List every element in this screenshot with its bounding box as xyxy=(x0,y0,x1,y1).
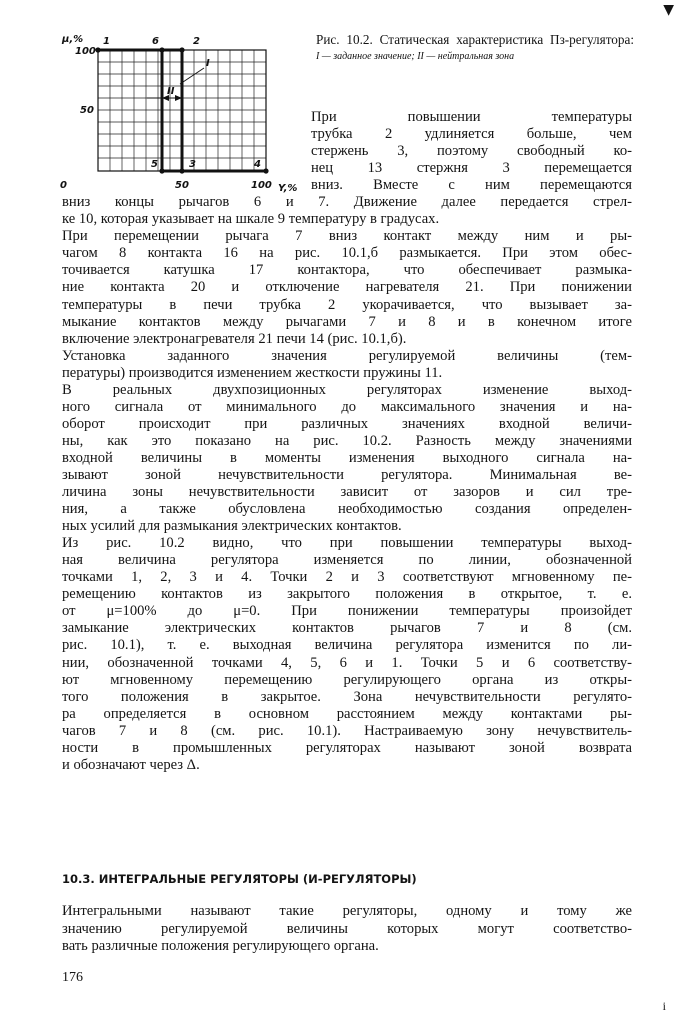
curve-label-i: I xyxy=(206,58,210,69)
point-1 xyxy=(95,47,100,52)
x-axis-label: Y,% xyxy=(278,183,298,194)
text-line: В реальных двухпозиционных регуляторах изменение выход- xyxy=(62,381,632,398)
x-tick-50: 50 xyxy=(175,180,189,191)
text-line: от μ=100% до μ=0. При понижении температуры произойдет xyxy=(62,603,632,620)
point-label-1: 1 xyxy=(103,36,110,47)
text-line: мыкание контактов между рычагами 7 и 8 и в конечном итоге xyxy=(62,313,632,330)
text-line: вниз. Вместе с ним перемещаются xyxy=(311,177,632,194)
text-line: личина зоны нечувствительности зависит от зазоров и сил тре- xyxy=(62,484,632,501)
text-line: нец 13 стержня 3 перемещается xyxy=(311,160,632,177)
caption-title: Рис. 10.2. Статическая характеристика Пз-регулятора: xyxy=(316,32,634,47)
curve-i-leader xyxy=(180,68,204,84)
text-line: замыкание электрических контактов рычагов 7 и 8 (см. xyxy=(62,620,632,637)
point-2 xyxy=(179,47,184,52)
point-label-2: 2 xyxy=(193,36,200,47)
curve-label-ii: II xyxy=(167,86,175,97)
text-line: того положения в закрытое. Зона нечувствительности регулято- xyxy=(62,688,632,705)
text-line: и обозначают через Δ. xyxy=(62,756,200,773)
text-line: значению регулируемой величины которых могут соответство- xyxy=(62,920,632,937)
text-line: пературы) производится изменением жесткости пружины 11. xyxy=(62,364,443,381)
figure-caption xyxy=(316,32,634,64)
text-line: ны, как это показано на рис. 10.2. Разность между значениями xyxy=(62,432,632,449)
text-line: вниз концы рычагов 6 и 7. Движение далее передается стрел- xyxy=(62,194,632,211)
text-line: рис. 10.1), т. е. выходная величина регулятора изменится по ли- xyxy=(62,637,632,654)
point-6 xyxy=(159,47,164,52)
text-line: точивается катушка 17 контактора, что обеспечивает размыка- xyxy=(62,262,632,279)
y-tick-100: 100 xyxy=(75,46,96,57)
text-line: ности в промышленных регуляторах называют зоной возврата xyxy=(62,739,632,756)
text-line: чагом 8 контакта 16 на рис. 10.1,б размыкается. При этом обес- xyxy=(62,245,632,262)
text-line: ния, а также обусловлена необходимостью создания определен- xyxy=(62,501,632,518)
text-line: входной величины в моменты изменения выходного сигнала на- xyxy=(62,449,632,466)
section-heading: 10.3. ИНТЕГРАЛЬНЫЕ РЕГУЛЯТОРЫ (И-РЕГУЛЯТОРЫ) xyxy=(62,872,417,886)
point-label-5: 5 xyxy=(151,159,158,170)
caption-legend: I — заданное значение; II — нейтральная зона xyxy=(316,51,515,62)
section-text xyxy=(62,903,632,956)
text-line: ние контакта 20 и отключение нагревателя 21. При понижении xyxy=(62,279,632,296)
text-line: температуры в печи трубка 2 укорачивается, что вызывает за- xyxy=(62,296,632,313)
text-line: При перемещении рычага 7 вниз контакт между ним и ры- xyxy=(62,228,632,245)
text-line: нии, обозначенной точками 4, 5, 6 и 1. Точки 5 и 6 соответству- xyxy=(62,654,632,671)
point-label-4: 4 xyxy=(254,159,261,170)
text-line: ная величина регулятора изменяется по линии, обозначенной xyxy=(62,552,632,569)
text-line: вать различные положения регулирующего органа. xyxy=(62,938,379,954)
text-line: включение электронагревателя 21 печи 14 (рис. 10.1,б). xyxy=(62,330,407,347)
y-axis-label: μ,% xyxy=(62,34,84,45)
text-line: зывают зоной нечувствительности регулятора. Минимальная ве- xyxy=(62,466,632,483)
text-line: При повышении температуры xyxy=(311,109,632,125)
text-line: оборот происходит при различных значениях входной величи- xyxy=(62,415,632,432)
text-line: ра определяется в основном расстоянием между контактами ры- xyxy=(62,705,632,722)
text-line: Интегральными называют такие регуляторы, одному и тому же xyxy=(62,903,632,919)
text-line: стержень 3, поэтому свободный ко- xyxy=(311,143,632,160)
point-label-3: 3 xyxy=(189,159,196,170)
body-text xyxy=(62,109,632,774)
edge-mark: i xyxy=(662,999,666,1013)
text-line: трубка 2 удлиняется больше, чем xyxy=(311,126,632,143)
text-line: ного сигнала от минимального до максимального значения и на- xyxy=(62,398,632,415)
text-line: Установка заданного значения регулируемой величины (тем- xyxy=(62,347,632,364)
origin-tick-label: 0 xyxy=(60,180,67,191)
text-line: Из рис. 10.2 видно, что при повышении температуры выход- xyxy=(62,535,632,552)
x-tick-100: 100 xyxy=(251,180,272,191)
text-line: ке 10, которая указывает на шкале 9 температуру в градусах. xyxy=(62,211,440,228)
text-line: точками 1, 2, 3 и 4. Точки 2 и 3 соответствуют мгновенному пе- xyxy=(62,569,632,586)
text-line: ют мгновенному перемещению регулирующего органа из откры- xyxy=(62,671,632,688)
page-number: 176 xyxy=(62,970,83,985)
point-label-6: 6 xyxy=(152,36,159,47)
text-line: ремещению контактов из закрытого положения в открытое, т. е. xyxy=(62,586,632,603)
y-tick-50: 50 xyxy=(80,105,94,116)
corner-marker: ▼ xyxy=(663,2,674,18)
text-line: чагов 7 и 8 (см. рис. 10.1). Настраиваемую зону нечувствитель- xyxy=(62,722,632,739)
text-line: ных усилий для размыкания электрических контактов. xyxy=(62,518,402,535)
